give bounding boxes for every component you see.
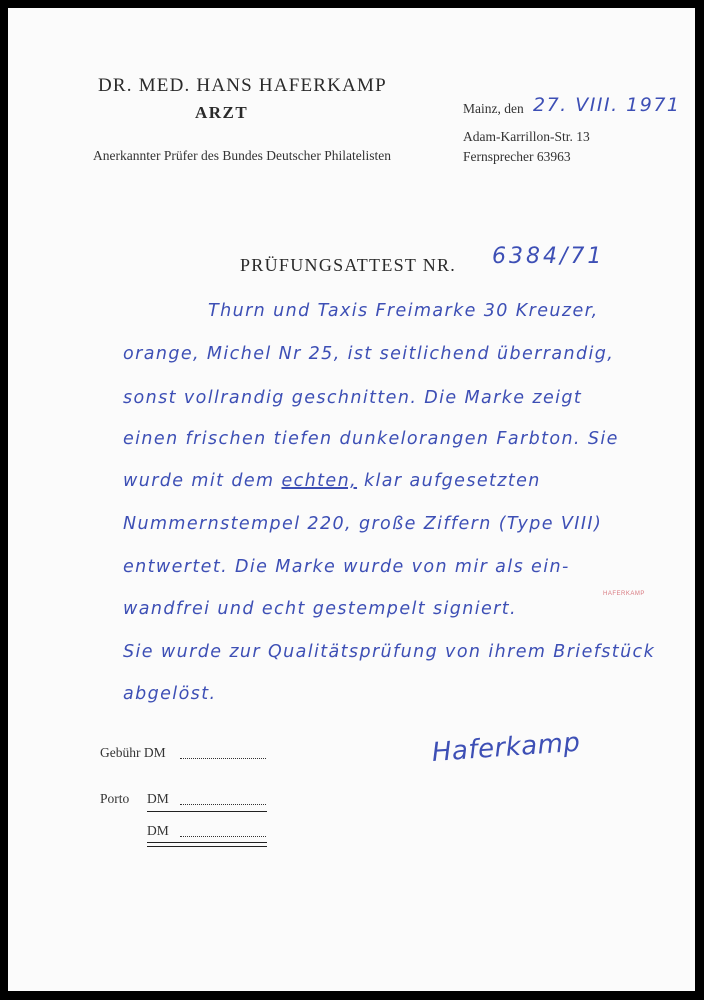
porto-label: Porto: [100, 791, 130, 806]
signature: Haferkamp: [430, 727, 582, 768]
fee-dotted-line: [180, 758, 266, 759]
place-label: Mainz, den: [463, 101, 524, 116]
examiner-line: Anerkannter Prüfer des Bundes Deutscher Philatelisten: [93, 148, 392, 163]
body-line-1: Thurn und Taxis Freimarke 30 Kreuzer,: [208, 301, 599, 321]
certificate-heading: PRÜFUNGSATTEST NR.: [240, 255, 457, 275]
phone-number: Fernsprecher 63963: [463, 149, 571, 164]
body-line-5-text: wurde mit dem echten, klar aufgesetzten: [123, 471, 541, 491]
doctor-name: DR. MED. HANS HAFERKAMP: [98, 75, 387, 96]
porto-currency: DM: [147, 791, 169, 806]
certificate-sheet: [8, 8, 695, 991]
body-line-6: Nummernstempel 220, große Ziffern (Type VIII): [123, 514, 603, 534]
street-address: Adam-Karrillon-Str. 13: [463, 129, 590, 144]
examiner-stamp-mark: HAFERKAMP: [603, 591, 645, 597]
underlined-word-echten: echten,: [281, 471, 358, 491]
total-currency: DM: [147, 823, 169, 838]
body-line-3: sonst vollrandig geschnitten. Die Marke zeigt: [123, 388, 583, 408]
body-line-7: entwertet. Die Marke wurde von mir als ein-: [123, 557, 570, 577]
body-line-5: [123, 471, 541, 491]
profession-title: ARZT: [195, 103, 249, 122]
handwritten-date: 27. VIII. 1971: [533, 94, 681, 116]
porto-dotted-line: [180, 804, 266, 805]
total-rule-1: [147, 842, 267, 843]
body-line-10: abgelöst.: [123, 684, 217, 704]
sum-rule: [147, 811, 267, 812]
total-rule-2: [147, 846, 267, 847]
fee-label: Gebühr DM: [100, 745, 166, 760]
body-line-8: wandfrei und echt gestempelt signiert.: [123, 599, 517, 619]
total-dotted-line: [180, 836, 266, 837]
body-line-2: orange, Michel Nr 25, ist seitlichend überrandig,: [123, 344, 615, 364]
body-line-9: Sie wurde zur Qualitätsprüfung von ihrem Briefstück: [123, 642, 656, 662]
body-line-4: einen frischen tiefen dunkelorangen Farbton. Sie: [123, 429, 619, 449]
certificate-number: 6384/71: [492, 244, 605, 269]
